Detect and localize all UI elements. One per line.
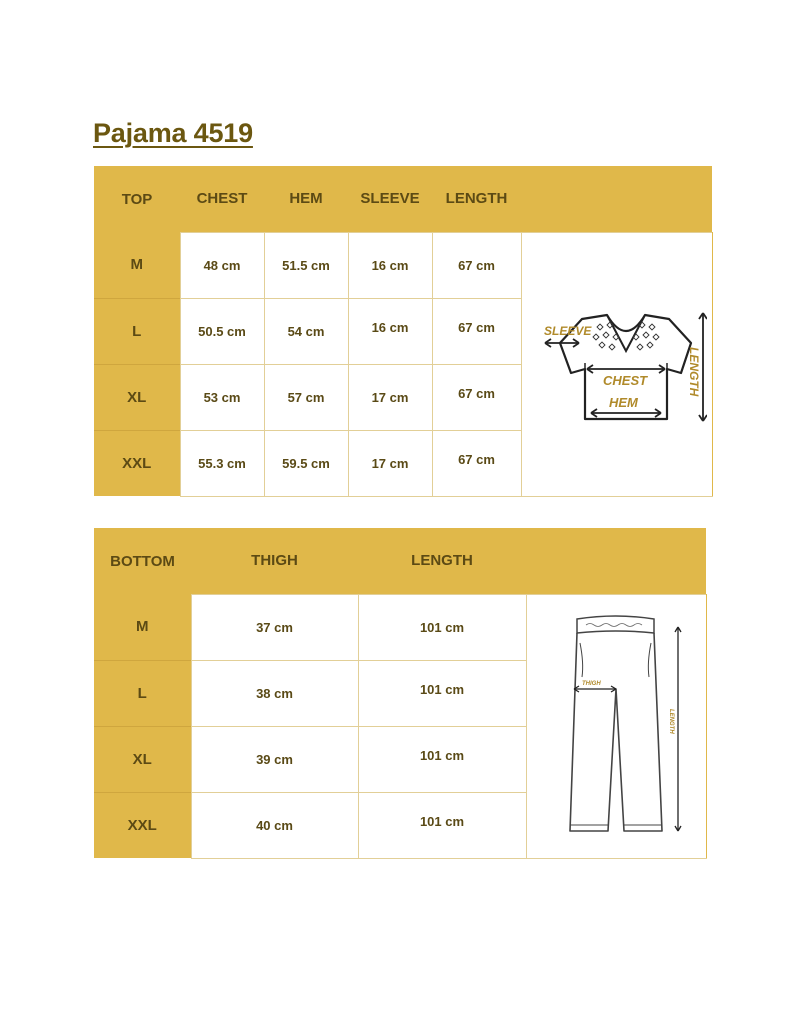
length-value: 101 cm (358, 594, 526, 660)
top-header-size: TOP (94, 166, 180, 232)
shirt-diagram (527, 277, 707, 447)
hem-value: 51.5 cm (264, 232, 348, 298)
bottom-header-size: BOTTOM (94, 528, 191, 594)
length-value: 67 cm (432, 364, 521, 430)
table-row (94, 594, 706, 660)
page-title: Pajama 4519 (93, 118, 253, 148)
pants-length-label: LENGTH (668, 708, 674, 734)
size-label: XL (94, 364, 180, 430)
sleeve-label: SLEEVE (543, 323, 591, 338)
size-label: L (94, 298, 180, 364)
size-label: XXL (94, 430, 180, 496)
bottom-header-thigh: THIGH (191, 528, 358, 594)
hem-value: 59.5 cm (264, 430, 348, 496)
top-header-chest: CHEST (180, 166, 264, 232)
length-value: 67 cm (432, 430, 521, 496)
sleeve-value: 17 cm (348, 430, 432, 496)
top-header-length: LENGTH (432, 166, 521, 232)
table-row (94, 232, 712, 298)
bottom-size-table (94, 528, 707, 859)
length-value: 67 cm (432, 298, 521, 364)
pants-waistband (577, 616, 654, 633)
hem-label: HEM (608, 394, 638, 410)
top-header-sleeve: SLEEVE (348, 166, 432, 232)
chest-value: 48 cm (180, 232, 264, 298)
length-label: LENGTH (686, 346, 701, 396)
bottom-header-blank (526, 528, 706, 594)
pants-diagram (536, 599, 696, 849)
chest-value: 55.3 cm (180, 430, 264, 496)
chest-label: CHEST (602, 372, 647, 388)
thigh-value: 37 cm (191, 594, 358, 660)
size-label: L (94, 660, 191, 726)
length-value: 101 cm (358, 726, 526, 792)
sleeve-value: 16 cm (348, 232, 432, 298)
thigh-value: 40 cm (191, 792, 358, 858)
size-label: M (94, 232, 180, 298)
chest-value: 53 cm (180, 364, 264, 430)
thigh-label: THIGH (582, 680, 601, 687)
hem-value: 54 cm (264, 298, 348, 364)
top-header-row (94, 166, 712, 232)
bottom-diagram-cell (526, 594, 706, 858)
top-diagram-cell (521, 232, 712, 496)
length-value: 101 cm (358, 660, 526, 726)
bottom-header-length: LENGTH (358, 528, 526, 594)
length-value: 67 cm (432, 232, 521, 298)
top-header-hem: HEM (264, 166, 348, 232)
chest-value: 50.5 cm (180, 298, 264, 364)
size-label: XXL (94, 792, 191, 858)
size-label: XL (94, 726, 191, 792)
length-value: 101 cm (358, 792, 526, 858)
thigh-value: 38 cm (191, 660, 358, 726)
bottom-header-row (94, 528, 706, 594)
top-header-blank (521, 166, 712, 232)
hem-value: 57 cm (264, 364, 348, 430)
sleeve-value: 17 cm (348, 364, 432, 430)
thigh-value: 39 cm (191, 726, 358, 792)
top-size-table (94, 166, 713, 497)
sleeve-value: 16 cm (348, 298, 432, 364)
size-label: M (94, 594, 191, 660)
